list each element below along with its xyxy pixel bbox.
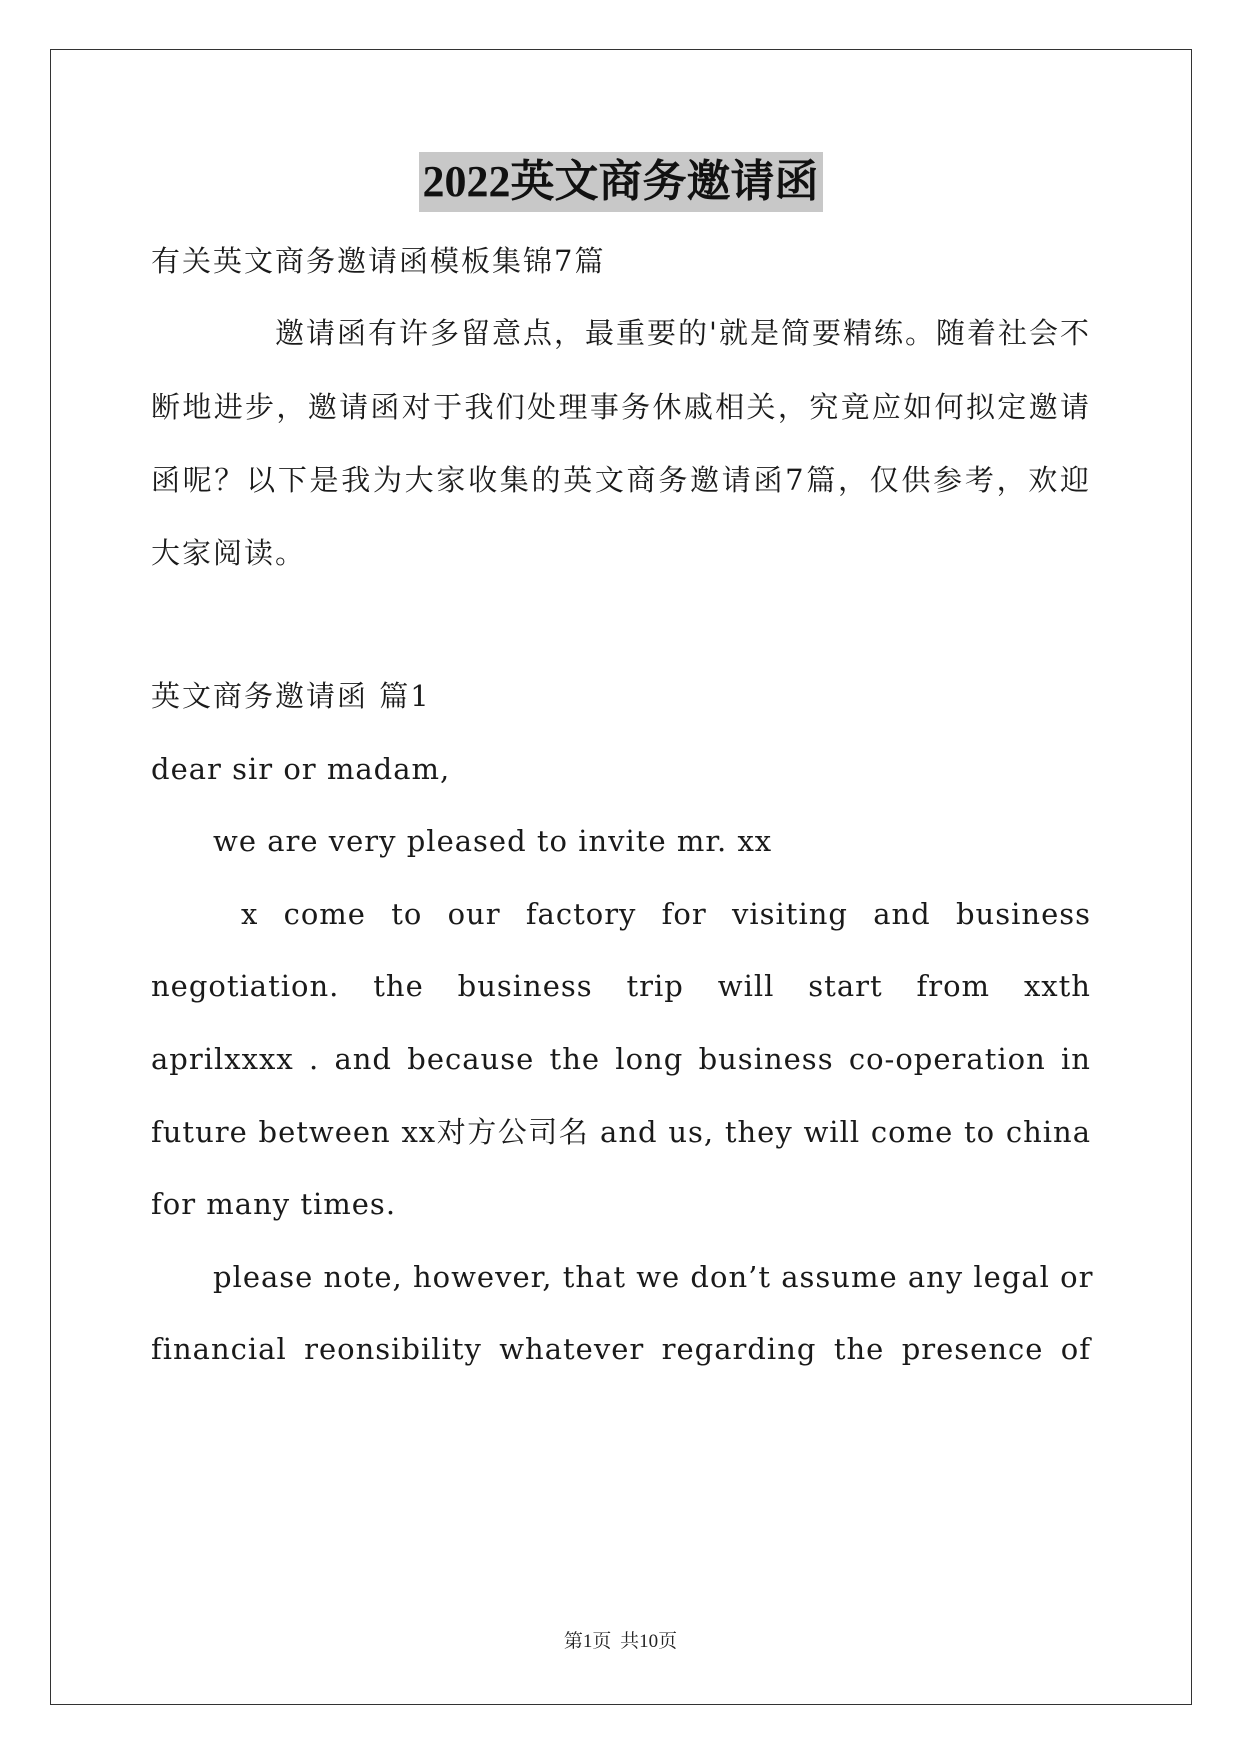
intro-paragraph-line-2: 断地进步，邀请函对于我们处理事务休戚相关，究竟应如何拟定邀请 <box>151 390 1091 424</box>
salutation: dear sir or madam, <box>151 752 451 786</box>
page-total: 共10页 <box>620 1631 678 1652</box>
page-number: 第1页 <box>563 1631 612 1652</box>
intro-paragraph-line-3: 函呢？以下是我为大家收集的英文商务邀请函7篇，仅供参考，欢迎 <box>151 463 1091 497</box>
letter-line-5: future between xx对方公司名 and us, they will come to china <box>151 1115 1091 1149</box>
letter-line-7: please note, however, that we don’t assume any legal or <box>213 1260 1094 1294</box>
letter-line-8: financial reonsibility whatever regarding the presence of <box>151 1332 1091 1366</box>
page-border <box>50 49 1192 1705</box>
letter-line-3: negotiation. the business trip will start from xxth <box>151 969 1091 1003</box>
letter-line-2: x come to our factory for visiting and business <box>241 897 1091 931</box>
page-footer <box>0 1626 1241 1653</box>
section-heading: 英文商务邀请函 篇1 <box>151 679 431 713</box>
intro-paragraph-line-4: 大家阅读。 <box>151 536 307 570</box>
letter-line-4: aprilxxxx . and because the long business co-operation in <box>151 1042 1091 1076</box>
letter-line-6: for many times. <box>151 1187 397 1221</box>
title-container <box>0 152 1241 212</box>
letter-line-1: we are very pleased to invite mr. xx <box>213 824 773 858</box>
intro-paragraph-line-1: 邀请函有许多留意点，最重要的'就是简要精练。随着社会不 <box>275 316 1091 350</box>
document-title: 2022英文商务邀请函 <box>419 152 823 212</box>
intro-heading: 有关英文商务邀请函模板集锦7篇 <box>151 244 606 278</box>
